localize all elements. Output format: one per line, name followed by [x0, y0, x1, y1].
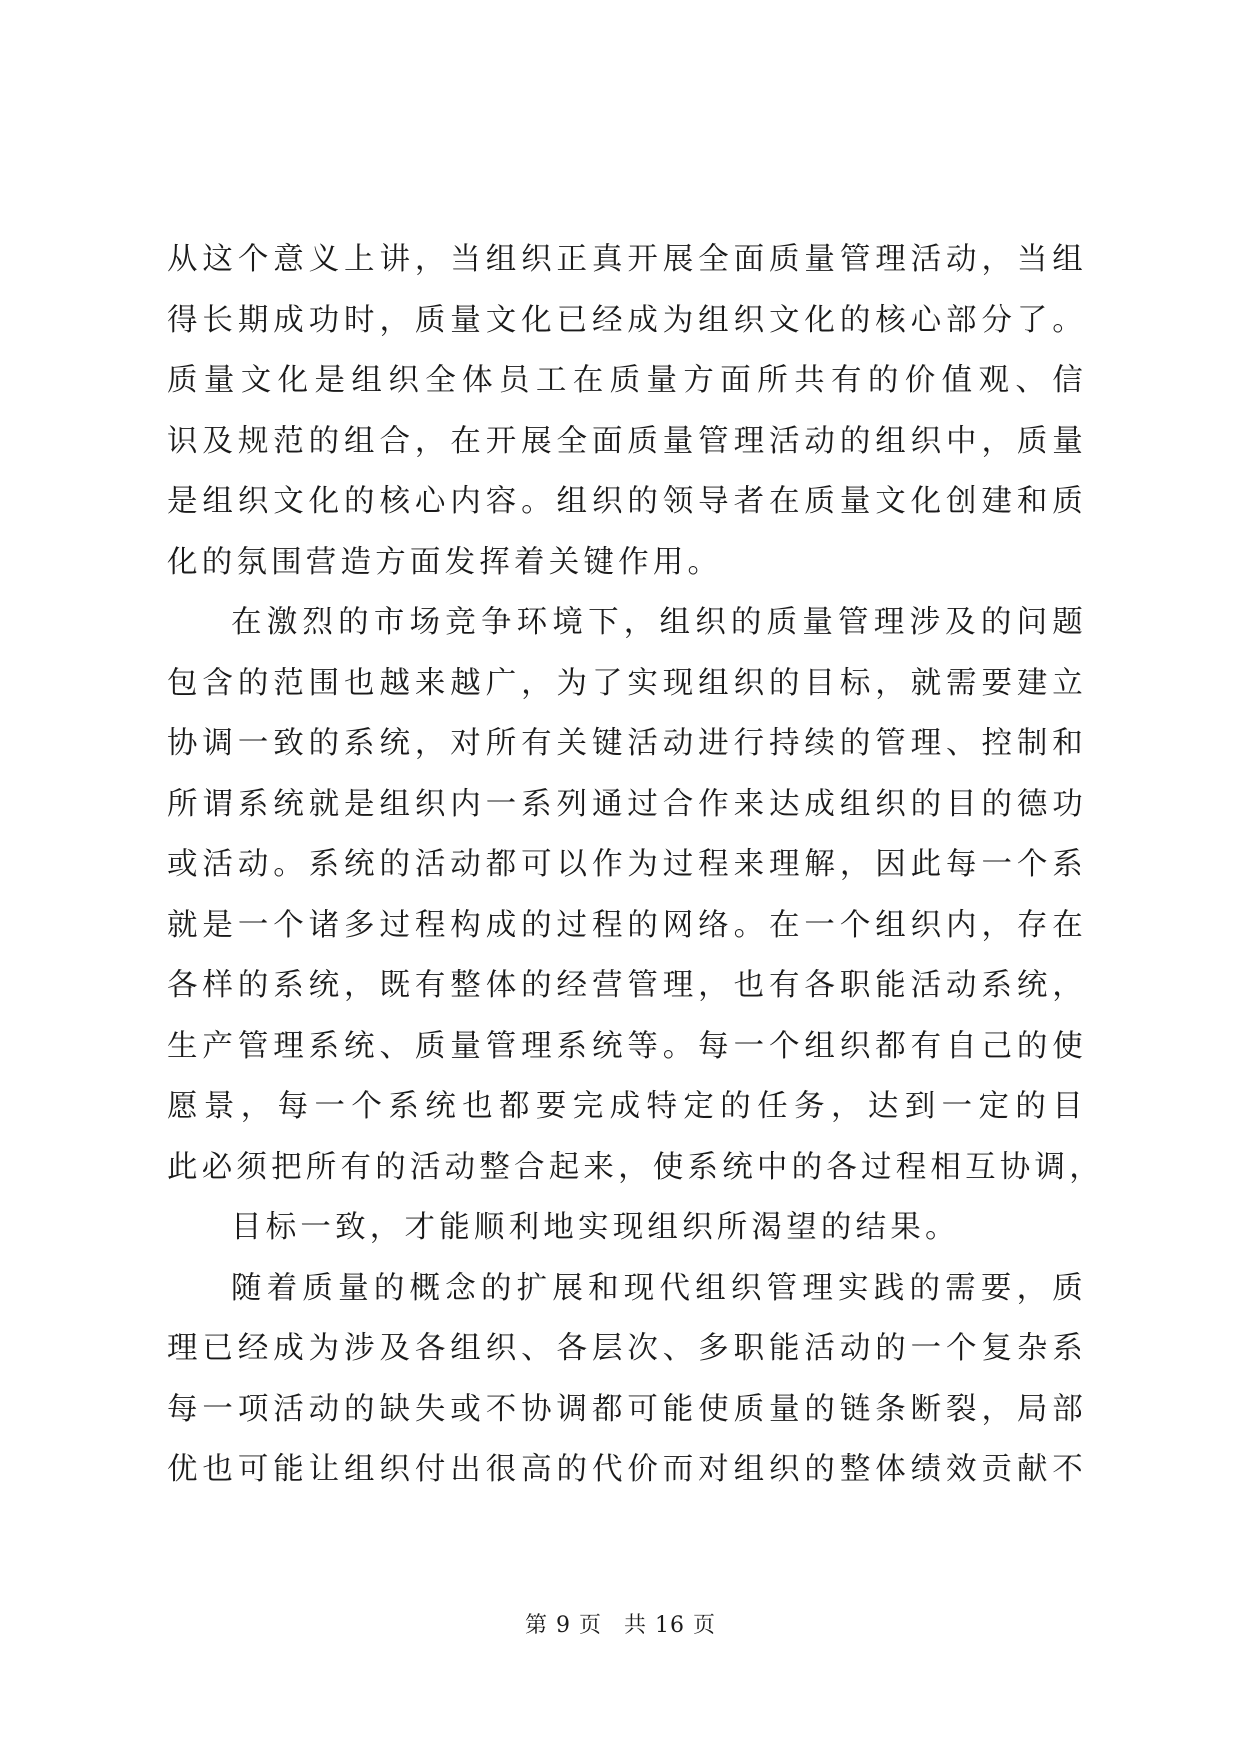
text-line: 质量文化是组织全体员工在质量方面所共有的价值观、信: [167, 363, 1087, 398]
text-line: 就是一个诸多过程构成的过程的网络。在一个组织内，存在: [167, 907, 1087, 943]
text-line: 每一项活动的缺失或不协调都可能使质量的链条断裂，局部: [167, 1391, 1087, 1427]
text-line: 化的氛围营造方面发挥着关键作用。: [167, 544, 723, 580]
text-line: 优也可能让组织付出很高的代价而对组织的整体绩效贡献不: [167, 1452, 1087, 1487]
text-line: 协调一致的系统，对所有关键活动进行持续的管理、控制和: [167, 726, 1087, 761]
text-line: 理已经成为涉及各组织、各层次、多职能活动的一个复杂系: [167, 1331, 1087, 1366]
text-line: 此必须把所有的活动整合起来，使系统中的各过程相互协调，: [167, 1149, 1104, 1185]
text-line: 愿景，每一个系统也都要完成特定的任务，达到一定的目: [167, 1089, 1087, 1124]
text-line: 或活动。系统的活动都可以作为过程来理解，因此每一个系: [167, 847, 1087, 882]
text-line: 目标一致，才能顺利地实现组织所渴望的结果。: [231, 1210, 960, 1245]
document-body: [167, 230, 1104, 1501]
text-line: 各样的系统，既有整体的经营管理，也有各职能活动系统，: [167, 968, 1087, 1003]
text-line: 所谓系统就是组织内一系列通过合作来达成组织的目的德功: [167, 786, 1087, 822]
text-line: 在激烈的市场竞争环境下，组织的质量管理涉及的问题: [231, 605, 1087, 640]
text-line: 识及规范的组合，在开展全面质量管理活动的组织中，质量: [167, 423, 1087, 459]
text-line: 从这个意义上讲，当组织正真开展全面质量管理活动，当组: [167, 242, 1087, 277]
text-line: 随着质量的概念的扩展和现代组织管理实践的需要，质: [231, 1270, 1087, 1306]
text-line: 是组织文化的核心内容。组织的领导者在质量文化创建和质: [167, 484, 1087, 519]
text-line: 得长期成功时，质量文化已经成为组织文化的核心部分了。: [167, 302, 1087, 338]
page-footer: [0, 1608, 1241, 1639]
text-line: 生产管理系统、质量管理系统等。每一个组织都有自己的使: [167, 1028, 1087, 1064]
page-total: 共 16 页: [624, 1613, 716, 1638]
page-number: 第 9 页: [525, 1613, 602, 1638]
text-line: 包含的范围也越来越广，为了实现组织的目标，就需要建立: [167, 665, 1087, 701]
